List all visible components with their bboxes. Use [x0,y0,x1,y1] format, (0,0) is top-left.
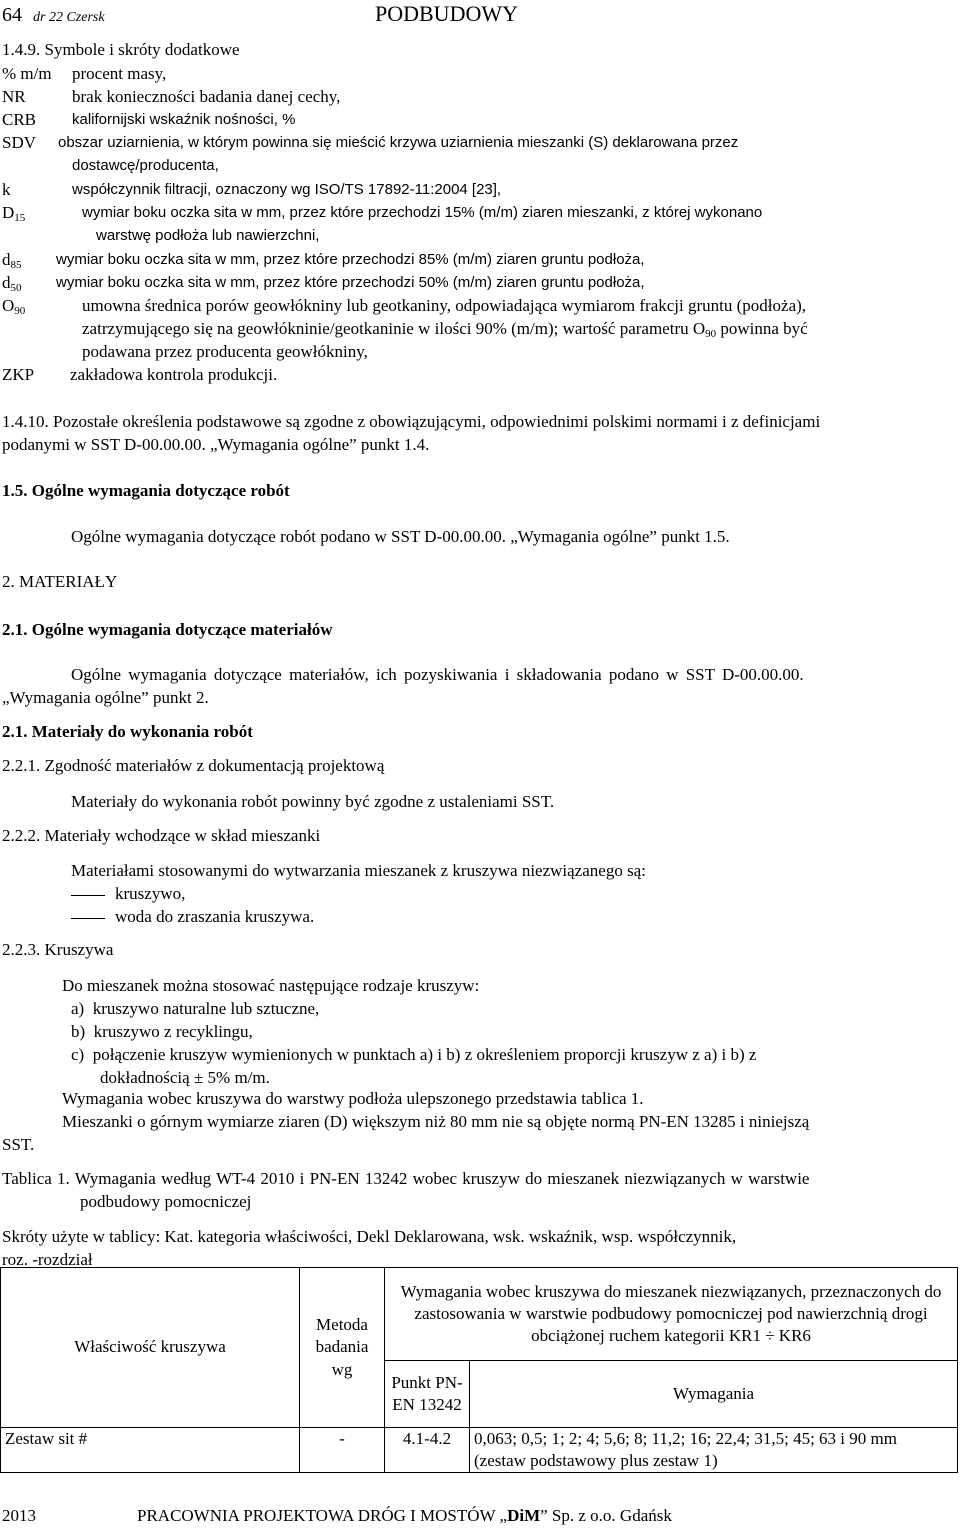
definition-text: umowna średnica porów geowłókniny lub geotkaniny, odpowiadająca wymiarom frakcji gruntu (podłoża), [82,296,807,315]
section-2-1-heading: 2.1. Ogólne wymagania dotyczące materiałów [2,620,333,639]
definition-text: wymiar boku oczka sita w mm, przez które przechodzi 50% (m/m) ziaren gruntu podłoża, [56,274,645,291]
definition-text-cont: warstwę podłoża lub nawierzchni, [96,227,320,244]
table-cell-requirement: 0,063; 0,5; 1; 2; 4; 5,6; 8; 11,2; 16; 22,4; 31,5; 45; 63 i 90 mm (zestaw podstawowy plus zestaw 1) [470,1428,958,1473]
definition-text: obszar uziarnienia, w którym powinna się mieścić krzywa uziarnienia mieszanki (S) deklarowana przez [58,134,739,151]
table-header-row [1,1268,958,1361]
table-header-group: Wymagania wobec kruszywa do mieszanek niezwiązanych, przeznaczonych do zastosowania w warstwie podbudowy pomocniczej pod nawierzchnią drogi obciążonej ruchem kategorii KR1 ÷ KR6 [385,1268,958,1361]
definition-symbol: k [2,180,11,199]
header-author: dr 22 Czersk [33,10,105,25]
list-item: b) kruszywo z recyklingu, [71,1022,253,1041]
section-2-1b-heading: 2.1. Materiały do wykonania robót [2,722,253,741]
definition-symbol: SDV [2,133,37,152]
section-1-4-10-line2: podanymi w SST D-00.00.00. „Wymagania ogólne” punkt 1.4. [2,435,430,454]
section-1-5-heading: 1.5. Ogólne wymagania dotyczące robót [2,481,290,500]
definition-text-cont: zatrzymującego się na geowłókninie/geotkaninie w ilości 90% (m/m); wartość parametru $O_{90}$ powinna być [82,319,808,340]
abbreviations-line1: Skróty użyte w tablicy: Kat. kategoria właściwości, Dekl Deklarowana, wsk. wskaźnik, wsp. współczynnik, [2,1227,737,1246]
definition-text-cont: dostawcę/producenta, [72,157,219,174]
definition-symbol: NR [2,87,26,106]
section-2-1-line1: Ogólne wymagania dotyczące materiałów, ich pozyskiwania i składowania podano w SST D-00.00.00. [71,665,804,684]
table-cell-property: Zestaw sit # [1,1428,300,1473]
list-item: c) połączenie kruszyw wymienionych w punktach a) i b) z określeniem proporcji kruszyw z a) i b) z [71,1045,757,1064]
section-2-2-3-para1: Wymagania wobec kruszywa do warstwy podłoża ulepszonego przedstawia tablica 1. [62,1089,644,1108]
table-caption-line2: podbudowy pomocniczej [80,1192,252,1211]
section-2-2-3-para2-end: SST. [2,1135,35,1154]
section-2-heading: 2. MATERIAŁY [2,572,118,591]
definition-text: kalifornijski wskaźnik nośności, % [72,111,296,128]
definition-symbol: ZKP [2,365,35,384]
table-header-property: Właściwość kruszywa [1,1268,300,1428]
list-item: kruszywo, [71,885,185,904]
section-2-2-1-text: Materiały do wykonania robót powinny być zgodne z ustaleniami SST. [71,792,555,811]
section-2-1-line2: „Wymagania ogólne” punkt 2. [2,688,209,707]
page-header [2,4,105,26]
table-row [1,1428,958,1473]
footer-company: PRACOWNIA PROJEKTOWA DRÓG I MOSTÓW „DiM” Sp. z o.o. Gdańsk [137,1506,672,1525]
header-title: PODBUDOWY [375,1,518,26]
definition-symbol: $O_{90}$ [2,296,26,317]
table-header-requirement: Wymagania [470,1361,958,1428]
table-header-method: Metoda badania wg [300,1268,385,1428]
definition-text: współczynnik filtracji, oznaczony wg ISO/TS 17892-11:2004 [23], [72,181,502,198]
section-1-5-text: Ogólne wymagania dotyczące robót podano w SST D-00.00.00. „Wymagania ogólne” punkt 1.5. [71,527,730,546]
definition-text: zakładowa kontrola produkcji. [70,365,278,384]
definition-text: wymiar boku oczka sita w mm, przez które przechodzi 85% (m/m) ziaren gruntu podłoża, [56,251,645,268]
definition-symbol: CRB [2,110,37,129]
table-caption-line1: Tablica 1. Wymagania według WT-4 2010 i PN-EN 13242 wobec kruszyw do mieszanek niezwiązanych w warstwie [2,1169,810,1188]
definition-symbol: $d_{50}$ [2,273,22,294]
section-1-4-10-line1: 1.4.10. Pozostałe określenia podstawowe są zgodne z obowiązującymi, odpowiednimi polskimi normami i z definicjami [2,412,821,431]
list-item: woda do zraszania kruszywa. [71,908,314,927]
footer-year: 2013 [2,1506,36,1525]
section-2-2-3-heading: 2.2.3. Kruszywa [2,940,114,959]
page-number: 64 [2,4,22,26]
definition-symbol: $d_{85}$ [2,250,22,271]
list-item-cont: dokładnością ± 5% m/m. [100,1068,270,1087]
table-cell-method: - [300,1428,385,1473]
section-2-2-3-intro: Do mieszanek można stosować następujące rodzaje kruszyw: [62,976,480,995]
table-header-point: Punkt PN-EN 13242 [385,1361,470,1428]
section-2-2-3-para2: Mieszanki o górnym wymiarze ziaren (D) większym niż 80 mm nie są objęte normą PN-EN 13285 i niniejszą [62,1112,810,1131]
definition-text: wymiar boku oczka sita w mm, przez które przechodzi 15% (m/m) ziaren mieszanki, z której wykonano [82,204,763,221]
definition-symbol: % m/m [2,64,52,83]
section-1-4-9-heading: 1.4.9. Symbole i skróty dodatkowe [2,40,240,59]
definition-text: brak konieczności badania danej cechy, [72,87,341,106]
section-2-2-2-heading: 2.2.2. Materiały wchodzące w skład mieszanki [2,826,321,845]
definition-text: procent masy, [72,64,167,83]
section-2-2-1-heading: 2.2.1. Zgodność materiałów z dokumentacją projektową [2,756,385,775]
section-2-2-2-text: Materiałami stosowanymi do wytwarzania mieszanek z kruszywa niezwiązanego są: [71,861,646,880]
definition-text-cont2: podawana przez producenta geowłókniny, [82,342,368,361]
requirements-table [0,1267,958,1473]
definition-symbol: $D_{15}$ [2,203,26,224]
list-item: a) kruszywo naturalne lub sztuczne, [71,999,320,1018]
abbreviations-line2: roz. -rozdział [2,1250,93,1269]
table-cell-point: 4.1-4.2 [385,1428,470,1473]
